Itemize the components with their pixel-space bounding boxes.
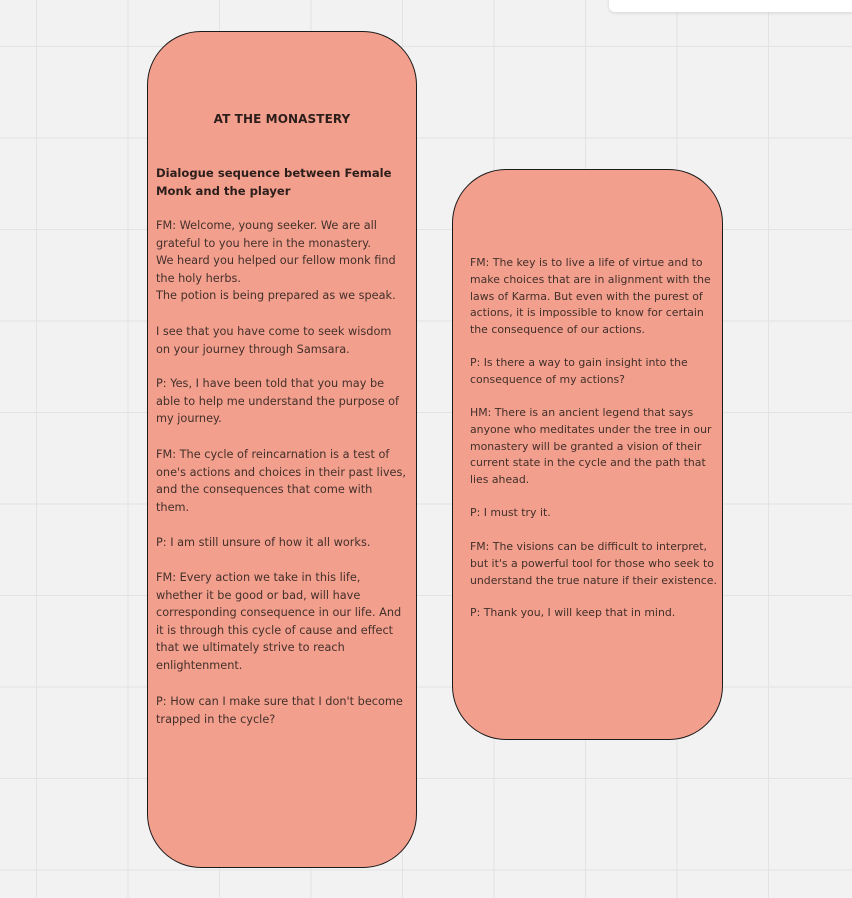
dialogue-line: The potion is being prepared as we speak. [156, 289, 396, 302]
dialogue-paragraph [156, 569, 401, 674]
dialogue-paragraph [470, 255, 711, 339]
dialogue-paragraph [470, 355, 688, 389]
dialogue-line: P: How can I make sure that I don't become [156, 695, 403, 708]
heading-line: Monk and the player [156, 183, 291, 198]
dialogue-line: on your journey through Samsara. [156, 342, 350, 356]
dialogue-line: them. [156, 500, 190, 514]
dialogue-line: corresponding consequence in our life. And [156, 606, 402, 619]
dialogue-line: whether it be good or bad, will have [156, 588, 361, 602]
dialogue-paragraph [156, 534, 370, 552]
dialogue-line: trapped in the cycle? [156, 712, 276, 726]
dialogue-line: understand the true nature if their existence. [470, 573, 717, 587]
dialogue-paragraph [156, 693, 403, 728]
dialogue-line: anyone who meditates under the tree in our [470, 422, 712, 436]
dialogue-paragraph [156, 323, 391, 358]
dialogue-line: HM: There is an ancient legend that says [470, 406, 694, 419]
dialogue-line: able to help me understand the purpose of [156, 394, 400, 408]
dialogue-line: grateful to you here in the monastery. [156, 236, 371, 250]
dialogue-paragraph [470, 505, 551, 522]
card-title: AT THE MONASTERY [213, 112, 351, 126]
dialogue-line: I see that you have come to seek wisdom [156, 325, 392, 338]
dialogue-line: consequence of my actions? [470, 372, 625, 386]
dialogue-line: and the consequences that come with [156, 483, 373, 496]
dialogue-paragraph [156, 217, 396, 305]
dialogue-line: that we ultimately strive to reach [156, 641, 345, 654]
dialogue-line: the holy herbs. [156, 271, 242, 285]
dialogue-line: P: I must try it. [470, 506, 551, 519]
dialogue-line: current state in the cycle and the path that [470, 456, 706, 470]
dialogue-line: my journey. [156, 412, 222, 425]
heading-line: Dialogue sequence between Female [156, 166, 392, 180]
dialogue-line: enlightenment. [156, 658, 243, 672]
dialogue-line: make choices that are in alignment with the [470, 272, 711, 286]
dialogue-line: FM: The visions can be difficult to interpret, [470, 540, 707, 553]
top-toolbar-panel [609, 0, 852, 12]
dialogue-line: P: Is there a way to gain insight into the [470, 356, 688, 369]
card-heading [156, 165, 396, 200]
sticky-note-dialogue-continued[interactable] [452, 169, 723, 740]
dialogue-line: it is through this cycle of cause and effect [156, 623, 394, 637]
dialogue-line: P: Thank you, I will keep that in mind. [470, 606, 676, 619]
dialogue-line: P: I am still unsure of how it all works. [156, 536, 371, 549]
dialogue-line: actions, it is impossible to know for certain [470, 306, 704, 320]
dialogue-line: laws of Karma. But even with the purest of [470, 289, 703, 303]
dialogue-paragraph [156, 375, 399, 428]
dialogue-paragraph [156, 446, 406, 516]
dialogue-paragraph [470, 605, 675, 622]
dialogue-line: FM: Welcome, young seeker. We are all [156, 219, 377, 232]
dialogue-line: FM: Every action we take in this life, [156, 571, 361, 584]
dialogue-line: P: Yes, I have been told that you may be [156, 377, 385, 390]
dialogue-line: We heard you helped our fellow monk find [156, 254, 396, 267]
dialogue-line: FM: The cycle of reincarnation is a test of [156, 448, 390, 461]
dialogue-line: one's actions and choices in their past lives, [156, 465, 406, 479]
dialogue-line: FM: The key is to live a life of virtue and to [470, 256, 703, 269]
sticky-note-monastery-dialogue[interactable] [147, 31, 417, 868]
dialogue-line: lies ahead. [470, 473, 530, 487]
dialogue-paragraph [470, 539, 717, 589]
dialogue-line: the consequence of our actions. [470, 323, 645, 337]
dialogue-line: monastery will be granted a vision of their [470, 439, 702, 453]
dialogue-line: but it's a powerful tool for those who seek to [470, 556, 714, 570]
dialogue-paragraph [470, 405, 711, 489]
